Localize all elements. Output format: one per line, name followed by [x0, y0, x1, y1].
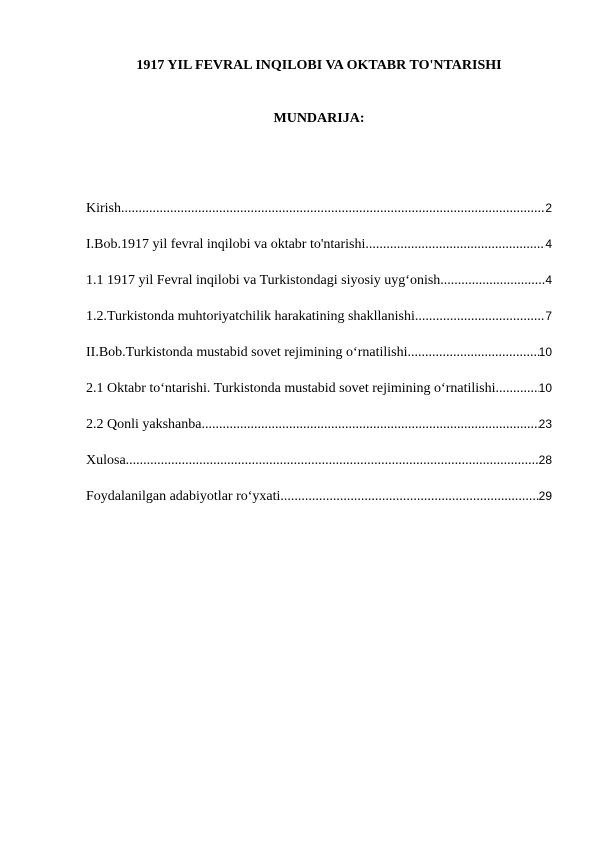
- toc-entry-label: 2.2 Qonli yakshanba: [86, 417, 202, 432]
- toc-entry-page: 28: [538, 453, 552, 467]
- toc-dot-leader: [365, 237, 545, 253]
- toc-entry-label: 2.1 Oktabr to‘ntarishi. Turkistonda mustabid sovet rejimining o‘rnatilishi: [86, 381, 496, 396]
- toc-entry-page: 23: [538, 417, 552, 431]
- toc-entry-chapter-2[interactable]: [86, 344, 552, 380]
- table-of-contents: [86, 200, 552, 524]
- toc-entry-label: II.Bob.Turkistonda mustabid sovet rejimining o‘rnatilishi: [86, 345, 408, 360]
- toc-entry-page: 29: [538, 489, 552, 503]
- toc-dot-leader: [201, 417, 538, 433]
- toc-entry-label: Xulosa: [86, 453, 126, 468]
- toc-entry-section-2-2[interactable]: [86, 416, 552, 452]
- toc-entry-chapter-1[interactable]: [86, 236, 552, 272]
- toc-entry-label: I.Bob.1917 yil fevral inqilobi va oktabr to'ntarishi: [86, 237, 366, 252]
- toc-dot-leader: [415, 309, 545, 325]
- toc-dot-leader: [126, 453, 539, 469]
- toc-entry-label: Kirish: [86, 201, 121, 216]
- toc-entry-page: 10: [538, 345, 552, 359]
- toc-entry-page: 10: [538, 381, 552, 395]
- toc-entry-page: 4: [545, 273, 552, 287]
- toc-entry-page: 7: [545, 309, 552, 323]
- document-title: 1917 YIL FEVRAL INQILOBI VA OKTABR TO'NTARISHI: [136, 58, 502, 73]
- toc-dot-leader: [407, 345, 538, 361]
- toc-dot-leader: [121, 201, 545, 217]
- toc-dot-leader: [495, 381, 538, 397]
- toc-dot-leader: [280, 489, 538, 505]
- toc-heading: MUNDARIJA:: [273, 111, 365, 126]
- toc-entry-section-2-1[interactable]: [86, 380, 552, 416]
- toc-entry-references[interactable]: [86, 488, 552, 524]
- toc-entry-label: 1.1 1917 yil Fevral inqilobi va Turkistondagi siyosiy uyg‘onish: [86, 273, 441, 288]
- toc-entry-section-1-1[interactable]: [86, 272, 552, 308]
- toc-entry-page: 4: [545, 237, 552, 251]
- toc-entry-xulosa[interactable]: [86, 452, 552, 488]
- toc-entry-label: 1.2.Turkistonda muhtoriyatchilik harakatining shakllanishi: [86, 309, 415, 324]
- toc-entry-page: 2: [545, 201, 552, 215]
- toc-dot-leader: [440, 273, 545, 289]
- toc-entry-kirish[interactable]: [86, 200, 552, 236]
- toc-entry-section-1-2[interactable]: [86, 308, 552, 344]
- toc-entry-label: Foydalanilgan adabiyotlar ro‘yxati: [86, 489, 281, 504]
